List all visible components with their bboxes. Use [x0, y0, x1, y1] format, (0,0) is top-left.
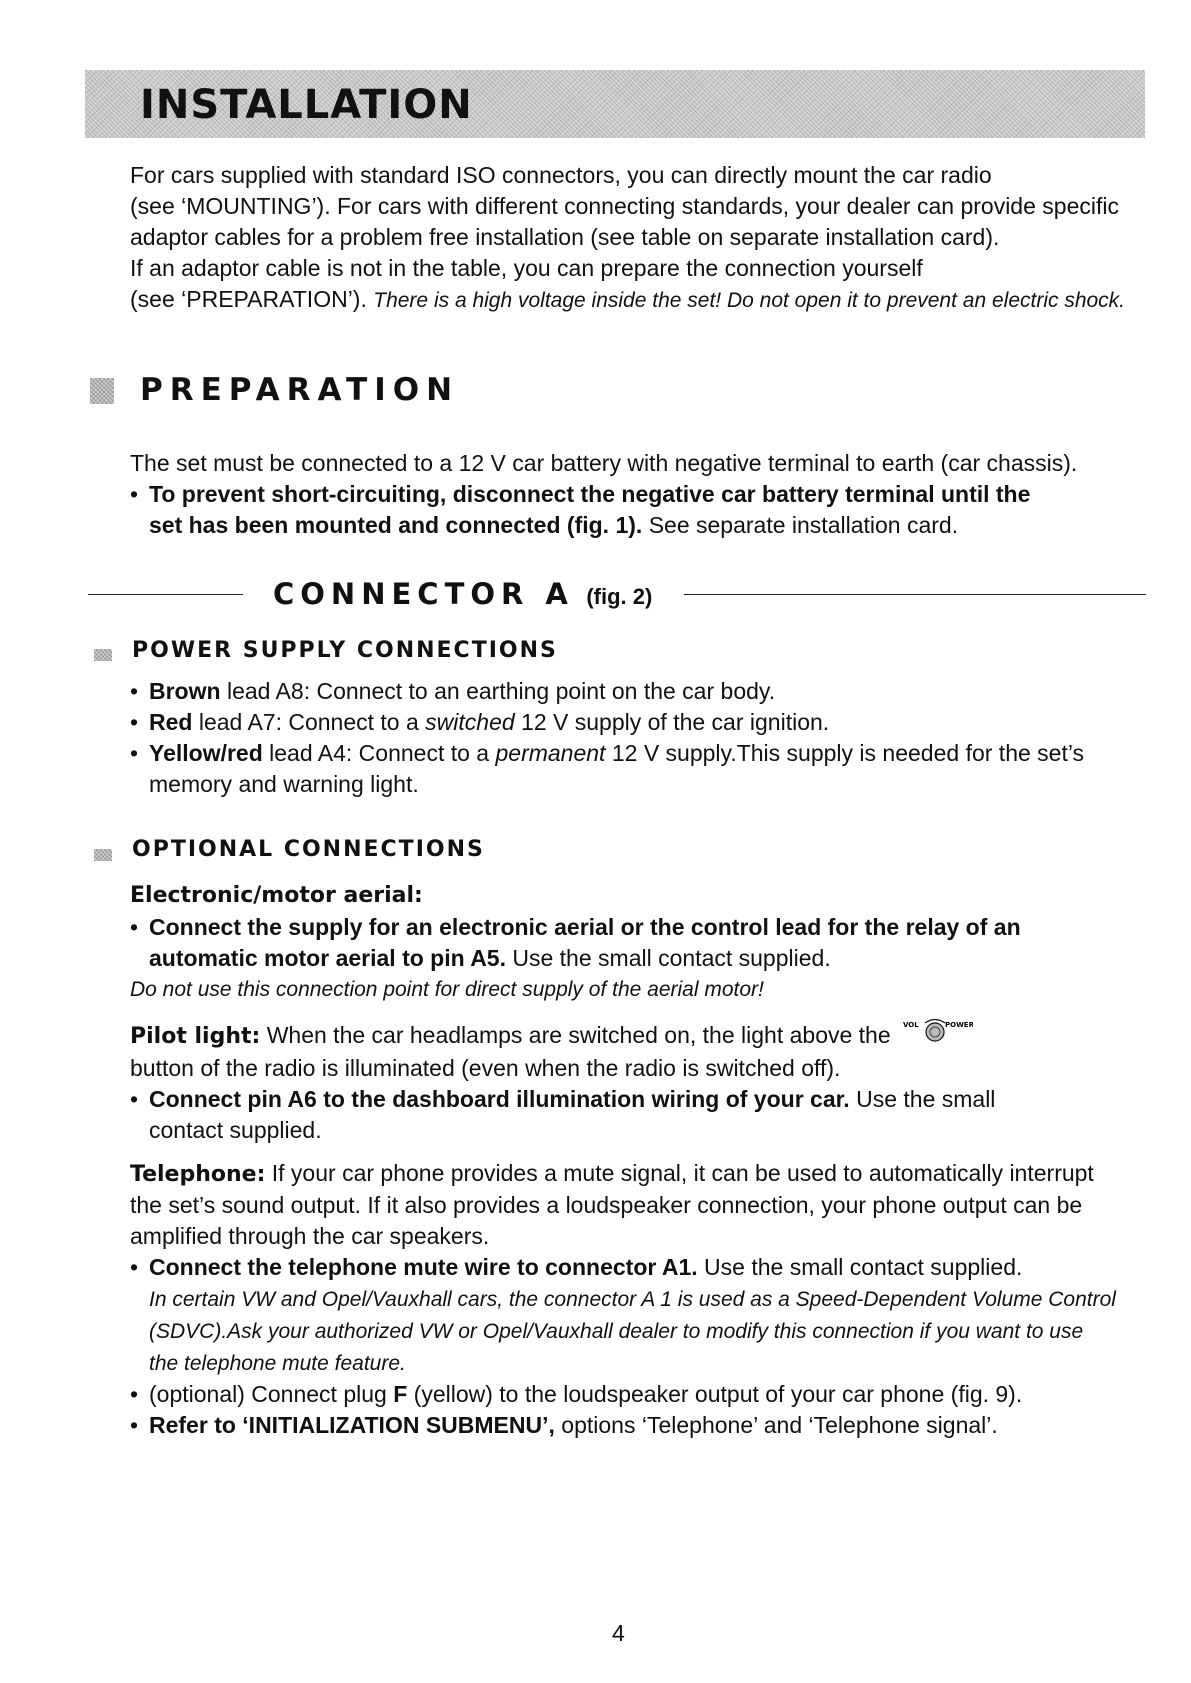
- list-item: [130, 1084, 1175, 1146]
- reference-normal: options ‘Telephone’ and ‘Telephone signal’.: [561, 1412, 998, 1438]
- aerial-list: [130, 912, 1175, 974]
- installation-banner: [85, 70, 1145, 138]
- connector-fig: (fig. 2): [586, 584, 653, 609]
- power-list: [130, 676, 1170, 800]
- lead-text: memory and warning light.: [149, 771, 419, 797]
- pilot-bold: Connect pin A6 to the dashboard illumination wiring of your car.: [149, 1086, 850, 1112]
- icon-power-label: POWER: [945, 1021, 974, 1029]
- pilot-text: When the car headlamps are switched on, the light above the: [266, 1022, 891, 1048]
- preparation-title: PREPARATION: [140, 372, 460, 408]
- divider-right: [684, 594, 1146, 595]
- power-hatch-icon: [94, 649, 112, 661]
- lead-text: lead A4: Connect to a: [269, 740, 490, 766]
- preparation-list: [130, 479, 1170, 541]
- optional-plug-text: (optional) Connect plug: [149, 1381, 387, 1407]
- list-item: [130, 738, 1170, 800]
- lead-color: Brown: [149, 678, 221, 704]
- connector-title: CONNECTOR A: [273, 577, 574, 611]
- telephone-note: the telephone mute feature.: [149, 1352, 406, 1375]
- lead-text-italic: switched: [425, 709, 515, 735]
- list-item: [130, 912, 1175, 974]
- optional-plug-text: (yellow) to the loudspeaker output of your car phone (fig. 9).: [413, 1381, 1023, 1407]
- aerial-normal: Use the small contact supplied.: [512, 945, 831, 971]
- preparation-bold: To prevent short-circuiting, disconnect the negative car battery terminal until the: [149, 481, 1031, 507]
- lead-text-italic: permanent: [495, 740, 606, 766]
- lead-color: Yellow/red: [149, 740, 263, 766]
- preparation-normal: See separate installation card.: [648, 512, 959, 538]
- telephone-heading: Telephone:: [130, 1162, 266, 1187]
- preparation-line: The set must be connected to a 12 V car battery with negative terminal to earth (car chassis).: [130, 450, 1078, 476]
- list-item: [130, 479, 1170, 541]
- pilot-list: [130, 1084, 1175, 1146]
- installation-line: For cars supplied with standard ISO connectors, you can directly mount the car radio: [130, 162, 992, 188]
- installation-line: [130, 284, 1170, 316]
- list-item: [130, 1410, 1175, 1441]
- telephone-paragraph: [130, 1158, 1175, 1252]
- telephone-text: amplified through the car speakers.: [130, 1223, 490, 1249]
- installation-line: (see ‘MOUNTING’). For cars with different connecting standards, your dealer can provide specific: [130, 193, 1119, 219]
- telephone-normal: Use the small contact supplied.: [704, 1254, 1023, 1280]
- pilot-normal: Use the small: [856, 1086, 996, 1112]
- telephone-list: [130, 1252, 1175, 1441]
- vol-power-knob-icon: [903, 1015, 973, 1053]
- preparation-text: [130, 448, 1170, 541]
- list-item: [130, 1252, 1175, 1379]
- aerial-bold: Connect the supply for an electronic aerial or the control lead for the relay of an: [149, 914, 1021, 940]
- aerial-heading: Electronic/motor aerial:: [130, 883, 423, 908]
- connector-heading: [273, 577, 652, 611]
- installation-title: INSTALLATION: [140, 82, 473, 128]
- optional-hatch-icon: [94, 849, 112, 861]
- lead-text: 12 V supply.This supply is needed for the set’s: [611, 740, 1085, 766]
- lead-text: lead A7: Connect to a: [198, 709, 419, 735]
- divider-left: [88, 594, 243, 595]
- pilot-text: button of the radio is illuminated (even when the radio is switched off).: [130, 1055, 841, 1081]
- lead-color: Red: [149, 709, 193, 735]
- safety-warning: There is a high voltage inside the set! Do not open it to prevent an electric shock.: [373, 289, 1126, 312]
- reference-bold: Refer to ‘INITIALIZATION SUBMENU’,: [149, 1412, 555, 1438]
- aerial-note: Do not use this connection point for direct supply of the aerial motor!: [130, 978, 764, 1001]
- optional-body: [130, 880, 1175, 1441]
- preparation-bold: set has been mounted and connected (fig. 1).: [149, 512, 643, 538]
- telephone-note: In certain VW and Opel/Vauxhall cars, the connector A 1 is used as a Speed-Dependent Volume Control: [149, 1288, 1116, 1311]
- telephone-bold: Connect the telephone mute wire to connector A1.: [149, 1254, 698, 1280]
- telephone-note: (SDVC).Ask your authorized VW or Opel/Vauxhall dealer to modify this connection if you want to use: [149, 1320, 1084, 1343]
- pilot-heading: Pilot light:: [130, 1024, 261, 1049]
- icon-vol-label: VOL: [903, 1021, 919, 1029]
- list-item: [130, 676, 1170, 707]
- installation-text: [130, 160, 1170, 316]
- preparation-hatch-icon: [90, 378, 114, 404]
- lead-text: 12 V supply of the car ignition.: [521, 709, 830, 735]
- lead-text: lead A8: Connect to an earthing point on the car body.: [226, 678, 776, 704]
- installation-line: If an adaptor cable is not in the table, you can prepare the connection yourself: [130, 255, 923, 281]
- installation-line: adaptor cables for a problem free installation (see table on separate installation card).: [130, 224, 1000, 250]
- optional-title: OPTIONAL CONNECTIONS: [132, 837, 485, 862]
- list-item: [130, 707, 1170, 738]
- aerial-bold: automatic motor aerial to pin A5.: [149, 945, 506, 971]
- pilot-normal: contact supplied.: [149, 1117, 322, 1143]
- installation-line-normal: (see ‘PREPARATION’).: [130, 286, 367, 312]
- pilot-paragraph: [130, 1015, 1175, 1084]
- telephone-text: If your car phone provides a mute signal, it can be used to automatically interrupt: [271, 1160, 1094, 1186]
- plug-label: F: [393, 1381, 408, 1407]
- power-title: POWER SUPPLY CONNECTIONS: [132, 638, 558, 663]
- page-number: 4: [612, 1620, 625, 1646]
- list-item: [130, 1379, 1175, 1410]
- telephone-text: the set’s sound output. If it also provides a loudspeaker connection, your phone output can be: [130, 1192, 1083, 1218]
